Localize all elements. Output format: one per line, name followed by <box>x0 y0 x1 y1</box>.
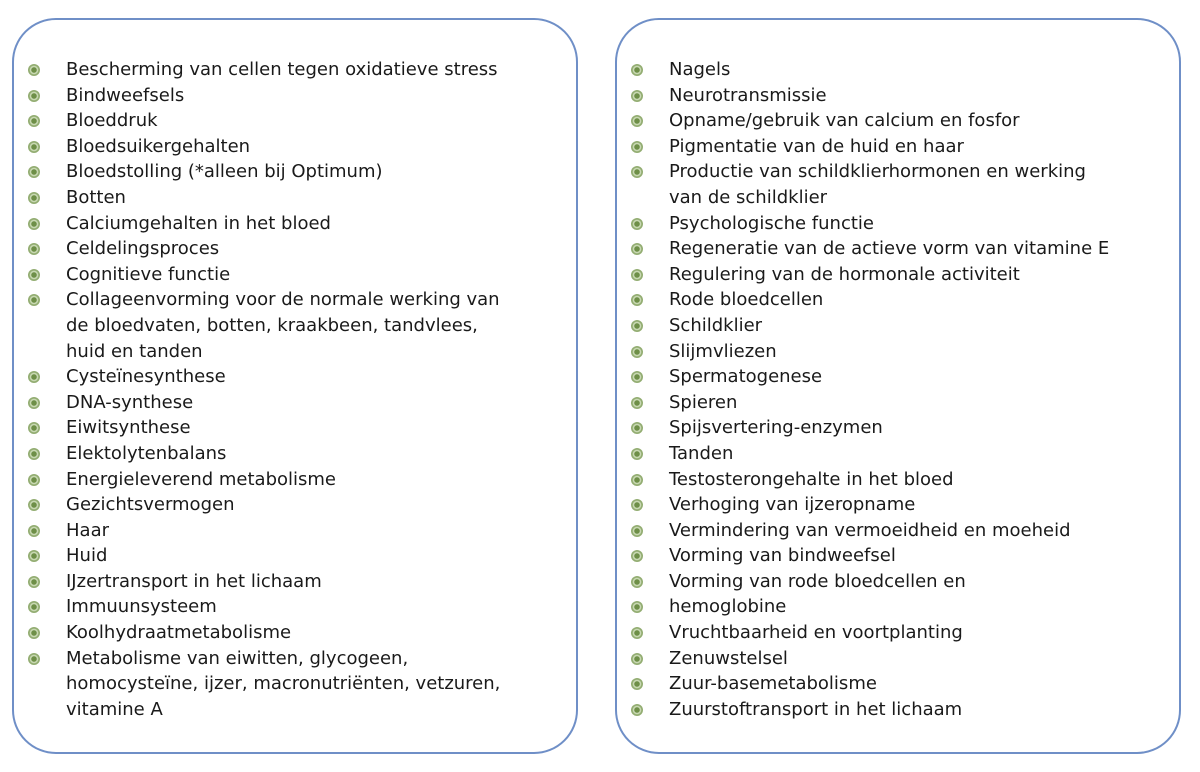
list-item-text: Vorming van bindweefsel <box>669 545 896 567</box>
bullet-icon <box>28 294 40 306</box>
bullet-icon <box>631 243 643 255</box>
list-item-text: Gezichtsvermogen <box>66 494 235 516</box>
bullet-icon <box>28 218 40 230</box>
list-item <box>631 543 1183 569</box>
bullet-icon <box>28 499 40 511</box>
list-item <box>28 569 568 595</box>
bullet-icon <box>631 499 643 511</box>
list-item <box>631 671 1183 697</box>
list-item-text: Vruchtbaarheid en voortplanting <box>669 622 963 644</box>
bullet-icon <box>631 64 643 76</box>
list-item <box>631 620 1183 646</box>
bullet-icon <box>631 550 643 562</box>
list-item <box>28 467 568 493</box>
list-item-text: Vermindering van vermoeidheid en moeheid <box>669 519 1071 541</box>
list-item <box>28 390 568 416</box>
bullet-icon <box>631 141 643 153</box>
bullet-icon <box>28 601 40 613</box>
list-item-text: Neurotransmissie <box>669 84 827 106</box>
right-benefits-list <box>631 57 1183 722</box>
bullet-icon <box>631 627 643 639</box>
list-item-text: huid en tanden <box>66 340 203 362</box>
list-item <box>28 364 568 390</box>
bullet-icon <box>631 166 643 178</box>
list-item-text: Pigmentatie van de huid en haar <box>669 135 964 157</box>
list-item-text: Rode bloedcellen <box>669 289 824 311</box>
list-item <box>28 57 568 83</box>
list-item-text: Nagels <box>669 59 731 80</box>
bullet-icon <box>631 269 643 281</box>
list-item-text: Spermatogenese <box>669 366 823 388</box>
bullet-icon <box>28 90 40 102</box>
list-item <box>631 415 1183 441</box>
list-item <box>631 108 1183 134</box>
bullet-icon <box>28 474 40 486</box>
list-item-text: Verhoging van ijzeropname <box>669 494 916 516</box>
list-item-text: Psychologische functie <box>669 212 874 234</box>
left-benefits-panel <box>12 18 578 754</box>
list-item <box>631 518 1183 544</box>
list-item <box>28 543 568 569</box>
list-item <box>631 646 1183 672</box>
bullet-icon <box>631 704 643 716</box>
list-item <box>28 134 568 160</box>
bullet-icon <box>28 192 40 204</box>
bullet-icon <box>631 218 643 230</box>
list-item-text: Cognitieve functie <box>66 263 231 285</box>
list-item <box>631 492 1183 518</box>
bullet-icon <box>28 115 40 127</box>
list-item <box>28 83 568 109</box>
bullet-icon <box>631 525 643 537</box>
list-item <box>631 390 1183 416</box>
bullet-icon <box>631 422 643 434</box>
bullet-icon <box>631 371 643 383</box>
list-item-text: van de schildklier <box>669 186 828 208</box>
list-item-text: Elektolytenbalans <box>66 442 227 464</box>
list-item-text: Regeneratie van de actieve vorm van vitamine E <box>669 238 1110 260</box>
list-item-text: Bloedsuikergehalten <box>66 135 251 157</box>
list-item-text: Energieleverend metabolisme <box>66 468 336 490</box>
bullet-icon <box>28 371 40 383</box>
list-item <box>28 236 568 262</box>
bullet-icon <box>631 601 643 613</box>
list-item-text: Testosterongehalte in het bloed <box>669 468 954 490</box>
list-item <box>28 108 568 134</box>
list-item-text: Bloedstolling (*alleen bij Optimum) <box>66 161 383 183</box>
bullet-icon <box>28 627 40 639</box>
list-item-text: Slijmvliezen <box>669 340 777 362</box>
bullet-icon <box>631 448 643 460</box>
list-item <box>28 492 568 518</box>
list-item-text: Tanden <box>669 442 734 464</box>
bullet-icon <box>28 550 40 562</box>
list-item <box>28 415 568 441</box>
list-item <box>28 441 568 467</box>
bullet-icon <box>28 525 40 537</box>
bullet-icon <box>631 294 643 306</box>
bullet-icon <box>28 448 40 460</box>
list-item-text: Productie van schildklierhormonen en werking <box>669 161 1086 183</box>
list-item-text: IJzertransport in het lichaam <box>66 570 322 592</box>
list-item-text: Opname/gebruik van calcium en fosfor <box>669 110 1020 132</box>
bullet-icon <box>631 474 643 486</box>
list-item-text: Celdelingsproces <box>66 238 220 260</box>
bullet-icon <box>28 397 40 409</box>
list-item <box>631 364 1183 390</box>
list-item-text: DNA-synthese <box>66 391 194 413</box>
list-item <box>631 594 1183 620</box>
list-item-text: Cysteïnesynthese <box>66 366 226 388</box>
bullet-icon <box>28 64 40 76</box>
list-item-text: Eiwitsynthese <box>66 417 191 439</box>
list-item-text: Spieren <box>669 391 738 413</box>
list-item-text: Vorming van rode bloedcellen en <box>669 570 966 592</box>
list-item-text: Bindweefsels <box>66 84 185 106</box>
list-item <box>631 697 1183 723</box>
list-item <box>28 159 568 185</box>
list-item <box>28 185 568 211</box>
bullet-icon <box>28 141 40 153</box>
bullet-icon <box>631 115 643 127</box>
list-item-text: Bloeddruk <box>66 110 158 132</box>
list-item <box>631 236 1183 262</box>
list-item <box>631 211 1183 237</box>
list-item <box>631 287 1183 313</box>
bullet-icon <box>631 653 643 665</box>
list-item <box>631 83 1183 109</box>
list-item-text: Huid <box>66 545 108 567</box>
bullet-icon <box>28 269 40 281</box>
list-item <box>631 262 1183 288</box>
list-item <box>631 569 1183 595</box>
list-item <box>631 313 1183 339</box>
list-item-text: Zuur-basemetabolisme <box>669 673 877 695</box>
list-item-text: de bloedvaten, botten, kraakbeen, tandvlees, <box>66 314 478 336</box>
list-item-text: Bescherming van cellen tegen oxidatieve stress <box>66 59 498 80</box>
bullet-icon <box>631 320 643 332</box>
bullet-icon <box>631 576 643 588</box>
bullet-icon <box>28 576 40 588</box>
list-item-text: Regulering van de hormonale activiteit <box>669 263 1020 285</box>
left-benefits-list <box>28 57 568 722</box>
bullet-icon <box>28 653 40 665</box>
list-item <box>631 467 1183 493</box>
list-item-text: Immuunsysteem <box>66 596 217 618</box>
list-item-text: Botten <box>66 186 126 208</box>
list-item <box>631 441 1183 467</box>
right-benefits-panel <box>615 18 1181 754</box>
list-item <box>631 159 1183 210</box>
list-item-text: Koolhydraatmetabolisme <box>66 622 292 644</box>
list-item <box>631 134 1183 160</box>
list-item <box>28 211 568 237</box>
bullet-icon <box>631 346 643 358</box>
list-item-text: Schildklier <box>669 314 763 336</box>
bullet-icon <box>631 90 643 102</box>
bullet-icon <box>28 243 40 255</box>
list-item <box>631 57 1183 83</box>
list-item-text: Calciumgehalten in het bloed <box>66 212 331 234</box>
list-item <box>28 287 568 364</box>
list-item-text: hemoglobine <box>669 596 787 618</box>
list-item-text: Metabolisme van eiwitten, glycogeen, <box>66 647 409 669</box>
list-item <box>28 646 568 723</box>
bullet-icon <box>28 166 40 178</box>
list-item-text: Zenuwstelsel <box>669 647 788 669</box>
list-item-text: vitamine A <box>66 698 163 720</box>
list-item <box>631 339 1183 365</box>
list-item-text: Collageenvorming voor de normale werking van <box>66 289 500 311</box>
list-item <box>28 262 568 288</box>
list-item-text: Zuurstoftransport in het lichaam <box>669 698 963 720</box>
bullet-icon <box>631 678 643 690</box>
list-item <box>28 620 568 646</box>
bullet-icon <box>631 397 643 409</box>
list-item <box>28 518 568 544</box>
list-item-text: Haar <box>66 519 109 541</box>
bullet-icon <box>28 422 40 434</box>
list-item-text: homocysteïne, ijzer, macronutriënten, vetzuren, <box>66 673 501 695</box>
list-item <box>28 594 568 620</box>
list-item-text: Spijsvertering-enzymen <box>669 417 883 439</box>
